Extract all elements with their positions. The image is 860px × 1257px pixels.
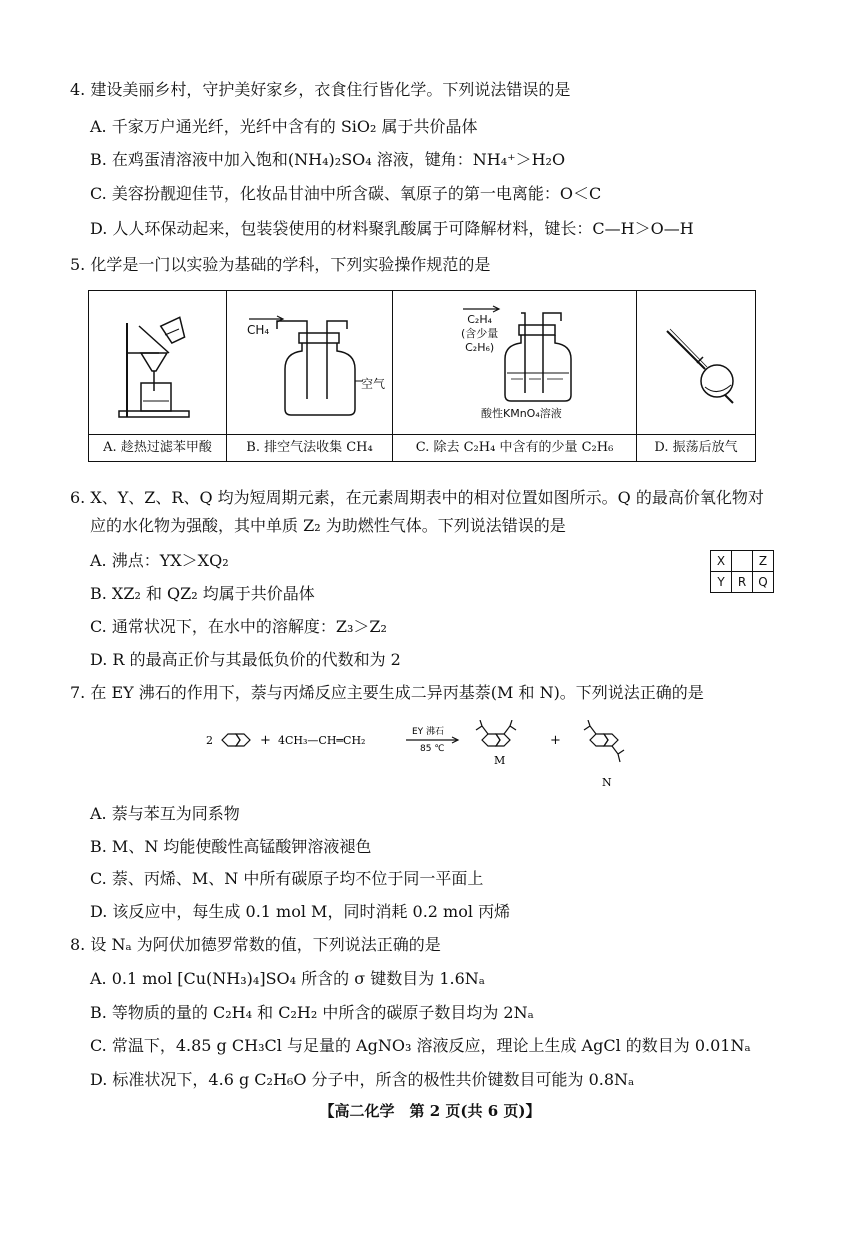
grid-cell-empty (732, 551, 753, 572)
q6-option-d: D. R 的最高正价与其最低负价的代数和为 2 (90, 650, 401, 669)
q4-stem: 4. 建设美丽乡村，守护美好家乡，衣食住行皆化学。下列说法错误的是 (70, 80, 571, 99)
q5-stem: 5. 化学是一门以实验为基础的学科，下列实验操作规范的是 (70, 255, 491, 274)
reaction-equation (200, 720, 670, 804)
q6-stem-line2: 应的水化物为强酸，其中单质 Z₂ 为助燃性气体。下列说法错误的是 (90, 516, 566, 535)
q4-option-a: A. 千家万户通光纤，光纤中含有的 SiO₂ 属于共价晶体 (90, 117, 478, 136)
q6-option-c: C. 通常状况下，在水中的溶解度：Z₃＞Z₂ (90, 617, 387, 636)
experiment-d (637, 291, 755, 461)
plus-2: + (550, 733, 561, 748)
q6-stem-line1: 6. X、Y、Z、R、Q 均为短周期元素，在元素周期表中的相对位置如图所示。Q 的最高价氧化物对 (70, 488, 764, 507)
grid-cell-q: Q (753, 572, 774, 593)
temp-label: 85 ℃ (420, 744, 445, 754)
caption-b: B. 排空气法收集 CH₄ (227, 434, 392, 461)
experiment-c (393, 291, 637, 461)
label-n: N (602, 776, 612, 789)
grid-cell-y: Y (711, 572, 732, 593)
q7-option-b: B. M、N 均能使酸性高锰酸钾溶液褪色 (90, 837, 372, 856)
q7-stem: 7. 在 EY 沸石的作用下，萘与丙烯反应主要生成二异丙基萘(M 和 N)。下列说法正确的是 (70, 683, 704, 702)
q7-option-a: A. 萘与苯互为同系物 (90, 804, 240, 823)
label-kmno4: 酸性KMnO₄溶液 (481, 407, 562, 420)
product-n-structure (584, 720, 624, 762)
label-ch4: CH₄ (247, 323, 270, 337)
q8-stem: 8. 设 Nₐ 为阿伏加德罗常数的值，下列说法正确的是 (70, 935, 441, 954)
q8-option-b: B. 等物质的量的 C₂H₄ 和 C₂H₂ 中所含的碳原子数目均为 2Nₐ (90, 1003, 534, 1022)
reaction-scheme (200, 720, 670, 800)
label-gas-mixture (461, 313, 498, 355)
grid-cell-z: Z (753, 551, 774, 572)
q8-option-c: C. 常温下，4.85 g CH₃Cl 与足量的 AgNO₃ 溶液反应，理论上生成 AgCl 的数目为 0.01Nₐ (90, 1036, 751, 1055)
experiment-table (88, 290, 756, 462)
q6-option-a: A. 沸点：YX＞XQ₂ (90, 551, 229, 570)
label-c2h6: C₂H₆) (465, 341, 495, 354)
experiment-a (89, 291, 227, 461)
naphthalene-icon (222, 734, 250, 746)
caption-a: A. 趁热过滤苯甲酸 (89, 434, 226, 461)
grid-cell-x: X (711, 551, 732, 572)
caption-c: C. 除去 C₂H₄ 中含有的少量 C₂H₆ (393, 434, 636, 461)
label-air: 空气 (361, 377, 386, 391)
q6-option-b: B. XZ₂ 和 QZ₂ 均属于共价晶体 (90, 584, 315, 603)
coef-2: 2 (206, 734, 213, 747)
product-m-structure (476, 720, 516, 746)
q4-option-d: D. 人人环保动起来，包装袋使用的材料聚乳酸属于可降解材料，键长：C—H＞O—H (90, 219, 694, 238)
reagent-propene: 4CH₃—CH═CH₂ (278, 734, 366, 747)
plus-1: + (260, 733, 271, 748)
caption-d: D. 振荡后放气 (637, 434, 755, 461)
q4-option-b: B. 在鸡蛋清溶液中加入饱和(NH₄)₂SO₄ 溶液，键角：NH₄⁺＞H₂O (90, 150, 566, 169)
q8-option-a: A. 0.1 mol [Cu(NH₃)₄]SO₄ 所含的 σ 键数目为 1.6Nₐ (90, 969, 485, 988)
q7-option-d: D. 该反应中，每生成 0.1 mol M，同时消耗 0.2 mol 丙烯 (90, 902, 511, 921)
label-contains: (含少量 (461, 327, 499, 340)
separatory-funnel-icon (637, 291, 755, 437)
grid-cell-r: R (732, 572, 753, 593)
q4-option-c: C. 美容扮靓迎佳节，化妆品甘油中所含碳、氧原子的第一电离能：O＜C (90, 184, 602, 203)
page-footer: 【高二化学 第 2 页(共 6 页)】 (319, 1102, 541, 1120)
gas-bottle-icon (227, 291, 393, 437)
q7-option-c: C. 萘、丙烯、M、N 中所有碳原子均不位于同一平面上 (90, 869, 484, 888)
filtration-apparatus-icon (89, 291, 227, 437)
label-m: M (494, 754, 506, 767)
periodic-position-grid (710, 550, 774, 593)
catalyst-label: EY 沸石 (412, 727, 445, 737)
q8-option-d: D. 标准状况下，4.6 g C₂H₆O 分子中，所含的极性共价键数目可能为 0.8Nₐ (90, 1070, 635, 1089)
label-c2h4: C₂H₄ (467, 313, 493, 326)
experiment-b (227, 291, 393, 461)
